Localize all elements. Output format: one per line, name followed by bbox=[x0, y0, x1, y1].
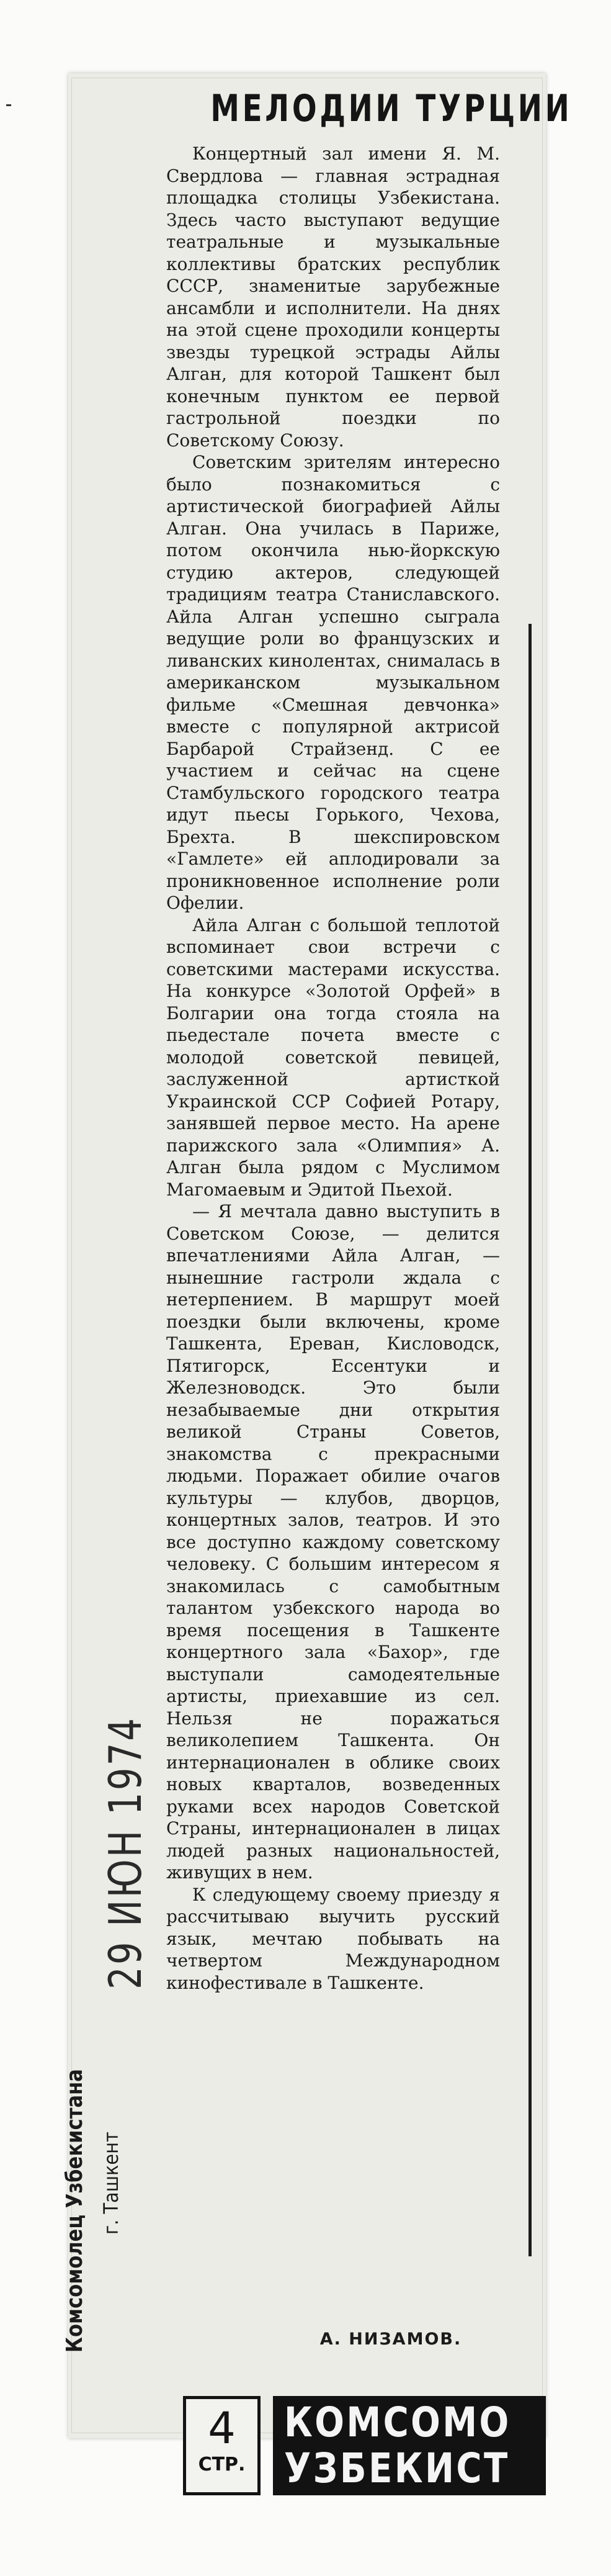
page-number-box bbox=[183, 2396, 261, 2495]
article-paragraph: — Я мечтала давно выступить в Советском Союзе, — делится впечатлениями Айла Алган, — нынешние гастроли ждала с нетерпением. В маршрут моей поездки были включены, кроме Ташкента, Ереван, Кисловодск, Пятигорск, Ессентуки и Железноводск. Это были незабываемые дни открытия великой Страны Советов, знакомства с прекрасными людьми. Поражает обилие очагов культуры — клубов, дворцов, концертных залов, театров. И это все доступно каждому советскому человеку. С большим интересом я знакомилась с самобытным талантом узбекского народа во время посещения в Ташкенте концертного зала «Бахор», где выступали самодеятельные артисты, приехавшие из сел. Нельзя не поражаться великолепием Ташкента. Он интернационален в облике своих новых кварталов, возведенных руками всех народов Советской Страны, интернационален в лицах людей разных национальностей, живущих в нем. bbox=[166, 1201, 500, 1883]
column-rule bbox=[528, 624, 532, 2256]
masthead-line-2: УЗБЕКИСТ bbox=[284, 2444, 510, 2492]
article-paragraph: К следующему своему приезду я рассчитываю выучить русский язык, мечтаю побывать на четвертом Международном кинофестивале в Ташкенте. bbox=[166, 1884, 500, 1993]
article-body bbox=[166, 143, 500, 1994]
article-paragraph: Советским зрителям интересно было познакомиться с артистической биографией Айлы Алган. Она училась в Париже, потом окончила нью-йоркскую студию актеров, следующей традициям театра Станиславского. Айла Алган успешно сыграла ведущие роли во французских и ливанских кинолентах, снималась в американском музыкальном фильме «Смешная девчонка» вместе с популярной актрисой Барбарой Страйзенд. С ее участием и сейчас на сцене Стамбульского городского театра идут пьесы Горького, Чехова, Брехта. В шекспировском «Гамлете» ей аплодировали за проникновенное исполнение роли Офелии. bbox=[166, 452, 500, 913]
article-author: А. НИЗАМОВ. bbox=[319, 2330, 462, 2349]
masthead-line-1: КОМСОМО bbox=[284, 2398, 511, 2446]
page-number: 4 bbox=[208, 2403, 236, 2454]
article-title: МЕЛОДИИ ТУРЦИИ bbox=[210, 87, 573, 130]
newspaper-masthead bbox=[273, 2396, 546, 2495]
article-paragraph: Концертный зал имени Я. М. Свердлова — главная эстрадная площадка столицы Узбекистана. Здесь часто выступают ведущие театральные и музыкальные коллективы братских республик СССР, знаменитые зарубежные ансамбли и исполнители. На днях на этой сцене проходили концерты звезды турецкой эстрады Айлы Алган, для которой Ташкент был конечным пунктом ее первой гастрольной поездки по Советскому Союзу. bbox=[166, 143, 500, 451]
date-stamp: 29 ИЮН 1974 bbox=[99, 1716, 151, 1989]
article-paragraph: Айла Алган с большой теплотой вспоминает свои встречи с советскими мастерами искусства. На конкурсе «Золотой Орфей» в Болгарии она тогда стояла на пьедестале почета вместе с молодой советской певицей, заслуженной артисткой Украинской ССР Софией Ротару, занявшей первое место. На арене парижского зала «Олимпия» А. Алган была рядом с Муслимом Магомаевым и Эдитой Пьехой. bbox=[166, 914, 500, 1200]
source-city: г. Ташкент bbox=[99, 2132, 123, 2235]
scan-mark bbox=[6, 104, 11, 106]
page-label: СТР. bbox=[198, 2454, 246, 2475]
source-newspaper: Комсомолец Узбекистана bbox=[62, 2069, 87, 2353]
